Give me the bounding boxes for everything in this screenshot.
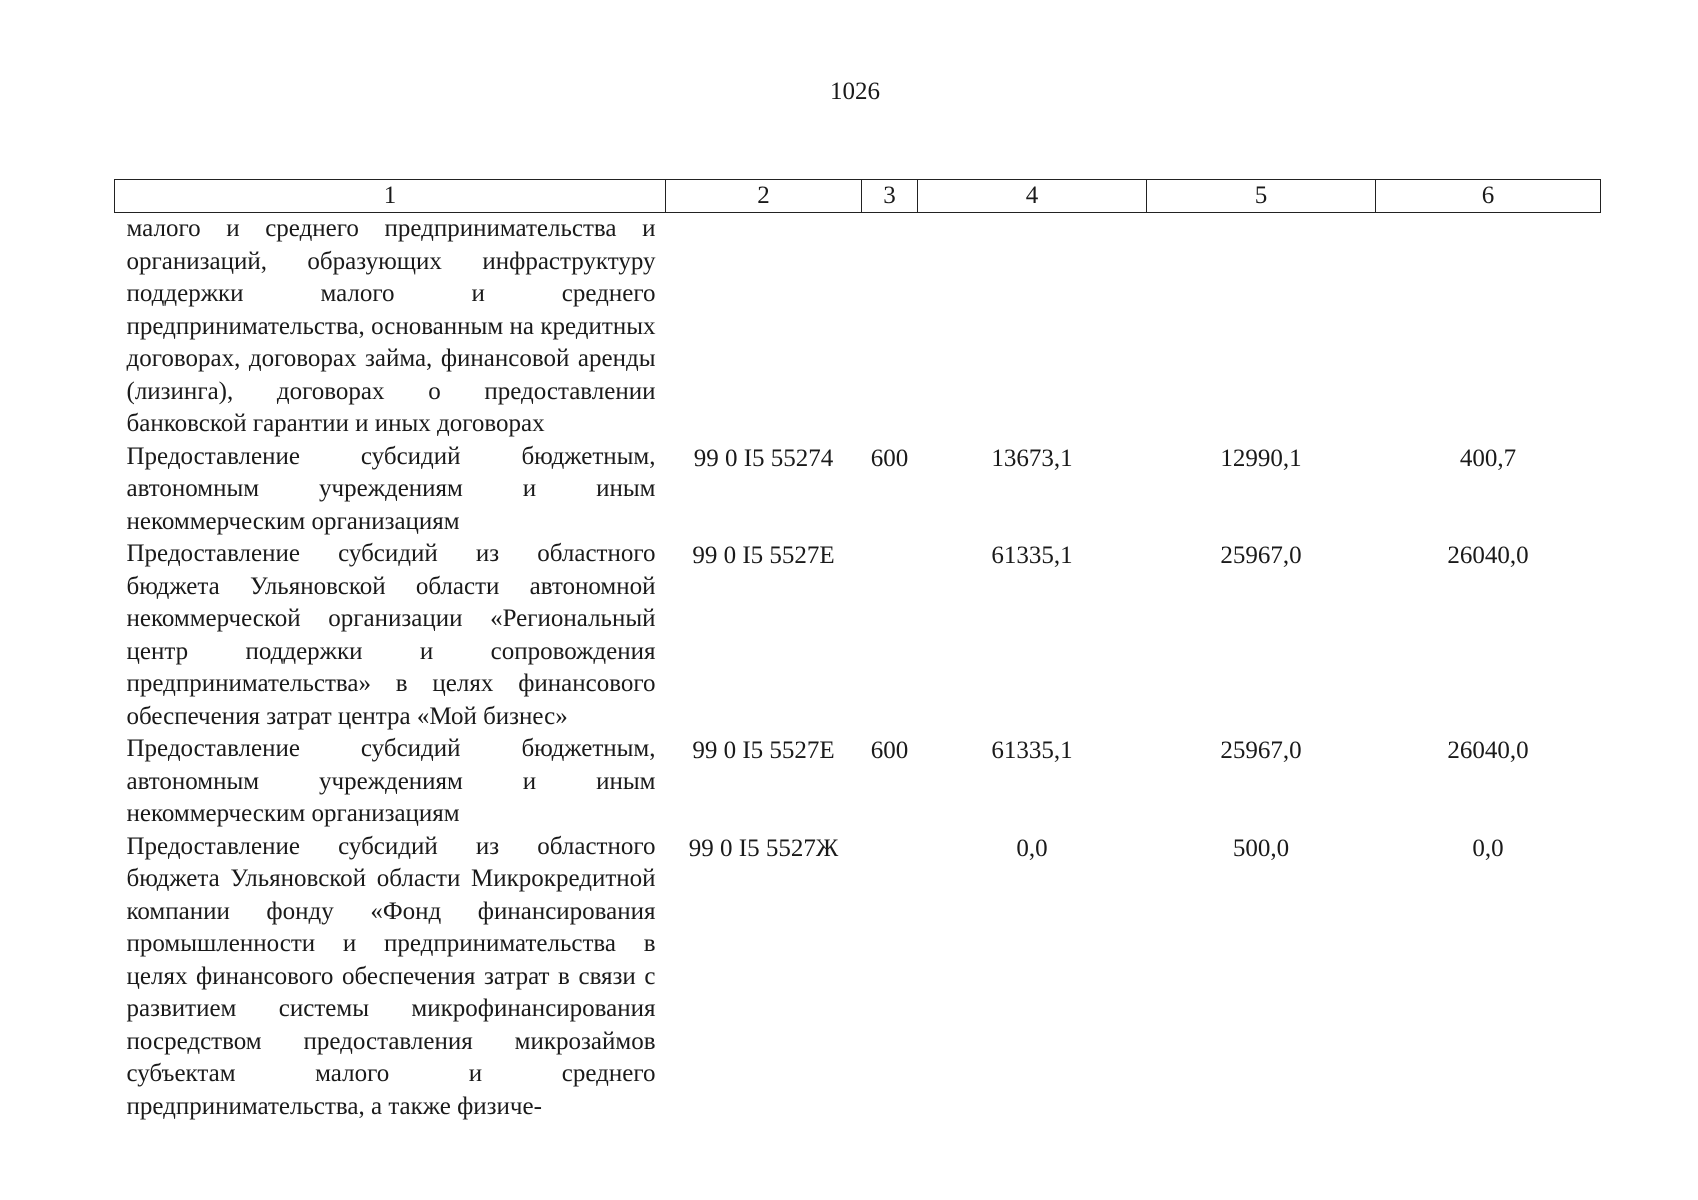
- row-value-5: 25967,0: [1220, 542, 1302, 569]
- row-name: малого и среднего предпринимательства и организаций, образующих инфраструктуру поддержки малого и среднего предпринимательства, основанным на кредитных договорах, договорах займа, финансовой аренды (лизинга), договорах о предоставлении банковской гарантии и иных договорах: [126, 215, 656, 437]
- table-row: [115, 733, 1601, 831]
- row-expense-type: [862, 538, 918, 733]
- row-value-5: [1147, 213, 1376, 441]
- row-value-5: 12990,1: [1220, 444, 1302, 472]
- budget-table: [114, 179, 1601, 1123]
- row-code: [666, 213, 862, 441]
- table-row: [115, 831, 1601, 1124]
- page-number: 1026: [830, 78, 880, 105]
- row-value-6: 400,7: [1459, 444, 1517, 472]
- row-value-4: [918, 213, 1147, 441]
- row-expense-type: [862, 213, 918, 441]
- row-value-5: 500,0: [1232, 834, 1290, 862]
- row-value-6: 26040,0: [1447, 737, 1529, 764]
- row-value-4: 61335,1: [991, 542, 1073, 569]
- table-row: [115, 441, 1601, 539]
- row-value-6: [1376, 213, 1601, 441]
- row-expense-type: [862, 831, 918, 1124]
- column-header-5: 5: [1147, 180, 1376, 213]
- row-expense-type: 600: [870, 444, 909, 472]
- column-header-6: 6: [1376, 180, 1601, 213]
- row-name: Предоставление субсидий из областного бюджета Ульяновской области автономной некоммерческой организации «Региональный центр поддержки и сопровождения предпринимательства» в целях финансового обеспечения затрат центра «Мой бизнес»: [126, 540, 656, 730]
- row-code: 99 0 I5 5527Е: [692, 542, 835, 569]
- row-value-4: 0,0: [1016, 834, 1048, 862]
- table-header-row: [115, 180, 1601, 213]
- table-row: [115, 538, 1601, 733]
- row-code: 99 0 I5 5527Ж: [688, 834, 839, 862]
- row-value-6: 0,0: [1472, 834, 1504, 862]
- row-name: Предоставление субсидий бюджетным, автономным учреждениям и иным некоммерческим организациям: [126, 442, 656, 535]
- row-value-6: 26040,0: [1447, 542, 1529, 569]
- row-value-4: 61335,1: [991, 737, 1073, 764]
- row-value-5: 25967,0: [1220, 737, 1302, 764]
- column-header-2: 2: [666, 180, 862, 213]
- row-expense-type: 600: [870, 737, 909, 764]
- row-code: 99 0 I5 55274: [693, 444, 834, 472]
- column-header-1: 1: [115, 180, 666, 213]
- column-header-4: 4: [918, 180, 1147, 213]
- row-code: 99 0 I5 5527Е: [692, 737, 835, 764]
- table-row: [115, 213, 1601, 441]
- column-header-3: 3: [862, 180, 918, 213]
- row-name: Предоставление субсидий бюджетным, автономным учреждениям и иным некоммерческим организациям: [126, 735, 656, 827]
- row-value-4: 13673,1: [991, 444, 1073, 472]
- row-name: Предоставление субсидий из областного бюджета Ульяновской области Микрокредитной компании фонду «Фонд финансирования промышленности и предпринимательства в целях финансового обеспечения затрат в связи с развитием системы микрофинансирования посредством предоставления микрозаймов субъектам малого и среднего предпринимательства, а также физиче-: [126, 832, 656, 1120]
